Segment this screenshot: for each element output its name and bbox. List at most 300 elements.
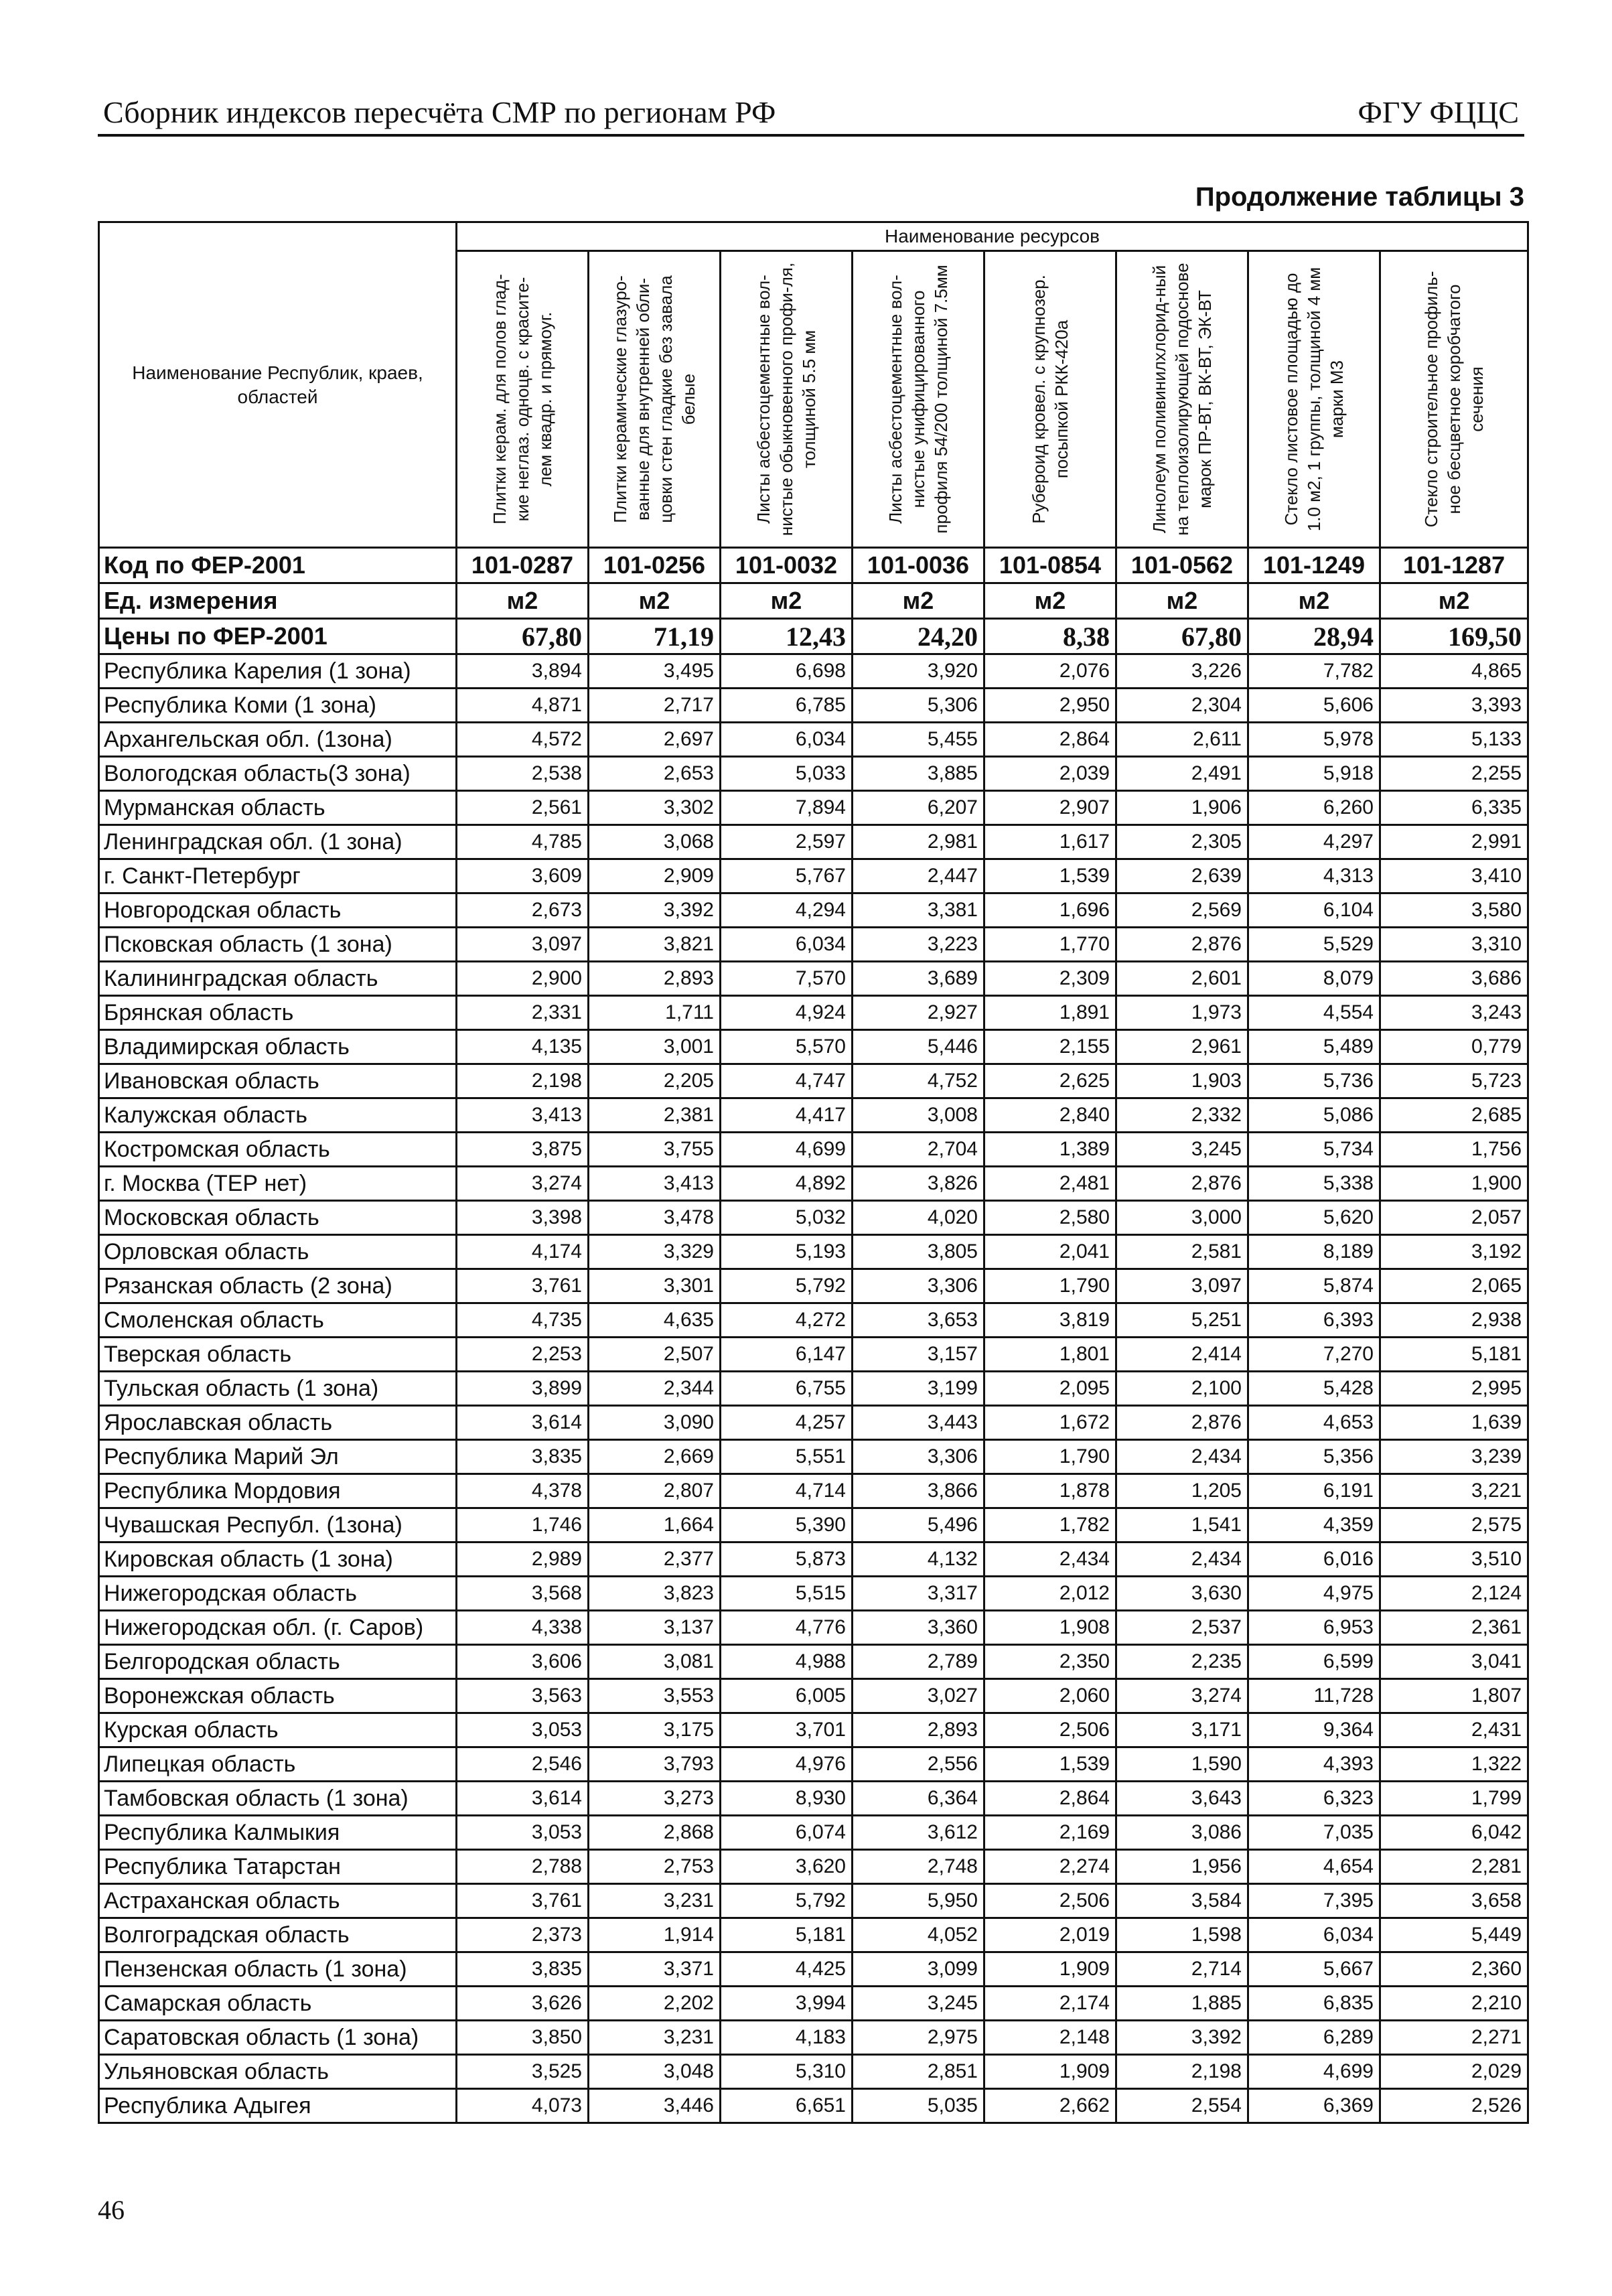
index-value: 2,864 — [984, 1782, 1116, 1816]
index-value: 3,510 — [1380, 1542, 1528, 1577]
region-name: Ярославская область — [99, 1406, 457, 1440]
code-cell: 101-0036 — [853, 548, 984, 583]
index-value: 2,381 — [589, 1098, 721, 1133]
resource-header-text: Рубероид кровел. с крупнозер. посыпкой РКК-420а — [1029, 275, 1072, 524]
index-value: 5,767 — [721, 859, 853, 893]
index-value: 3,894 — [457, 654, 589, 689]
index-value: 3,793 — [589, 1747, 721, 1782]
table-row — [99, 1235, 1528, 1269]
index-value: 3,231 — [589, 2021, 721, 2055]
index-value: 3,221 — [1380, 1474, 1528, 1508]
index-value: 2,039 — [984, 757, 1116, 791]
index-value: 1,801 — [984, 1338, 1116, 1372]
page-number: 46 — [98, 2195, 125, 2225]
table-row — [99, 1747, 1528, 1782]
table-row — [99, 1645, 1528, 1679]
table-row — [99, 1440, 1528, 1474]
index-value: 1,322 — [1380, 1747, 1528, 1782]
index-value: 4,975 — [1248, 1577, 1380, 1611]
index-value: 2,989 — [457, 1542, 589, 1577]
index-value: 1,900 — [1380, 1167, 1528, 1201]
region-name: Калужская область — [99, 1098, 457, 1133]
index-value: 4,924 — [721, 996, 853, 1030]
index-value: 5,449 — [1380, 1918, 1528, 1952]
index-value: 3,317 — [853, 1577, 984, 1611]
index-value: 2,361 — [1380, 1611, 1528, 1645]
index-value: 1,711 — [589, 996, 721, 1030]
index-value: 3,243 — [1380, 996, 1528, 1030]
index-value: 9,364 — [1248, 1713, 1380, 1747]
index-value: 2,155 — [984, 1030, 1116, 1064]
code-cell: 101-0032 — [721, 548, 853, 583]
index-value: 1,598 — [1116, 1918, 1248, 1952]
resource-header — [984, 251, 1116, 548]
region-name: Архангельская обл. (1зона) — [99, 723, 457, 757]
price-cell: 67,80 — [1116, 619, 1248, 654]
table-row — [99, 1030, 1528, 1064]
index-value: 2,060 — [984, 1679, 1116, 1713]
code-label: Код по ФЕР-2001 — [99, 548, 457, 583]
region-name: Костромская область — [99, 1133, 457, 1167]
index-value: 1,903 — [1116, 1064, 1248, 1098]
region-name: Нижегородская обл. (г. Саров) — [99, 1611, 457, 1645]
index-value: 4,378 — [457, 1474, 589, 1508]
index-value: 2,538 — [457, 757, 589, 791]
index-value: 5,978 — [1248, 723, 1380, 757]
index-value: 1,885 — [1116, 1987, 1248, 2021]
index-value: 4,714 — [721, 1474, 853, 1508]
price-cell: 24,20 — [853, 619, 984, 654]
index-value: 1,782 — [984, 1508, 1116, 1542]
index-value: 6,034 — [721, 928, 853, 962]
table-row — [99, 1269, 1528, 1303]
index-value: 3,392 — [589, 893, 721, 928]
index-value: 7,035 — [1248, 1816, 1380, 1850]
index-value: 5,734 — [1248, 1133, 1380, 1167]
index-value: 3,068 — [589, 825, 721, 859]
table-row — [99, 1816, 1528, 1850]
index-value: 3,866 — [853, 1474, 984, 1508]
region-name: Республика Татарстан — [99, 1850, 457, 1884]
region-name: Смоленская область — [99, 1303, 457, 1338]
index-value: 4,871 — [457, 689, 589, 723]
index-value: 3,306 — [853, 1269, 984, 1303]
index-value: 5,736 — [1248, 1064, 1380, 1098]
index-value: 4,892 — [721, 1167, 853, 1201]
index-value: 1,909 — [984, 1952, 1116, 1987]
index-value: 2,506 — [984, 1713, 1116, 1747]
index-value: 3,821 — [589, 928, 721, 962]
index-value: 3,410 — [1380, 859, 1528, 893]
index-value: 2,332 — [1116, 1098, 1248, 1133]
index-value: 3,301 — [589, 1269, 721, 1303]
table-row — [99, 2021, 1528, 2055]
index-value: 5,035 — [853, 2089, 984, 2123]
index-value: 4,294 — [721, 893, 853, 928]
code-cell: 101-0854 — [984, 548, 1116, 583]
index-value: 2,714 — [1116, 1952, 1248, 1987]
index-value: 1,696 — [984, 893, 1116, 928]
index-value: 5,918 — [1248, 757, 1380, 791]
index-value: 3,658 — [1380, 1884, 1528, 1918]
index-value: 2,597 — [721, 825, 853, 859]
index-value: 8,079 — [1248, 962, 1380, 996]
index-value: 3,360 — [853, 1611, 984, 1645]
table-row — [99, 723, 1528, 757]
index-value: 2,526 — [1380, 2089, 1528, 2123]
index-value: 6,260 — [1248, 791, 1380, 825]
index-value: 6,364 — [853, 1782, 984, 1816]
index-value: 2,447 — [853, 859, 984, 893]
index-value: 6,835 — [1248, 1987, 1380, 2021]
price-cell: 28,94 — [1248, 619, 1380, 654]
index-value: 4,699 — [1248, 2055, 1380, 2089]
region-name: Республика Адыгея — [99, 2089, 457, 2123]
index-value: 4,554 — [1248, 996, 1380, 1030]
region-name: Орловская область — [99, 1235, 457, 1269]
index-value: 2,481 — [984, 1167, 1116, 1201]
price-cell: 71,19 — [589, 619, 721, 654]
index-value: 6,755 — [721, 1372, 853, 1406]
index-value: 2,210 — [1380, 1987, 1528, 2021]
index-value: 2,601 — [1116, 962, 1248, 996]
index-value: 2,255 — [1380, 757, 1528, 791]
index-value: 2,581 — [1116, 1235, 1248, 1269]
region-name: г. Москва (ТЕР нет) — [99, 1167, 457, 1201]
index-value: 2,876 — [1116, 928, 1248, 962]
region-name: Республика Коми (1 зона) — [99, 689, 457, 723]
index-value: 4,359 — [1248, 1508, 1380, 1542]
table-row — [99, 928, 1528, 962]
index-value: 2,950 — [984, 689, 1116, 723]
table-row — [99, 757, 1528, 791]
index-value: 5,251 — [1116, 1303, 1248, 1338]
index-value: 5,086 — [1248, 1098, 1380, 1133]
unit-label: Ед. измерения — [99, 583, 457, 619]
index-value: 3,175 — [589, 1713, 721, 1747]
index-value: 3,805 — [853, 1235, 984, 1269]
index-table — [98, 221, 1529, 2124]
index-value: 5,193 — [721, 1235, 853, 1269]
index-value: 6,698 — [721, 654, 853, 689]
index-value: 3,381 — [853, 893, 984, 928]
region-name: Республика Мордовия — [99, 1474, 457, 1508]
resource-header-text: Стекло строительное профиль-ное бесцветное коробчатого сечения — [1421, 271, 1487, 528]
region-name-header: Наименование Республик, краев, областей — [99, 222, 457, 548]
index-value: 4,020 — [853, 1201, 984, 1235]
index-value: 4,052 — [853, 1918, 984, 1952]
region-name: Ивановская область — [99, 1064, 457, 1098]
table-row — [99, 791, 1528, 825]
table-continuation-caption: Продолжение таблицы 3 — [1195, 182, 1524, 212]
index-value: 5,310 — [721, 2055, 853, 2089]
region-name: Тверская область — [99, 1338, 457, 1372]
code-cell: 101-0562 — [1116, 548, 1248, 583]
index-value: 7,395 — [1248, 1884, 1380, 1918]
index-value: 3,239 — [1380, 1440, 1528, 1474]
index-value: 1,790 — [984, 1440, 1116, 1474]
table-row — [99, 1406, 1528, 1440]
index-value: 3,568 — [457, 1577, 589, 1611]
index-value: 4,735 — [457, 1303, 589, 1338]
index-value: 2,697 — [589, 723, 721, 757]
index-value: 3,223 — [853, 928, 984, 962]
index-value: 1,590 — [1116, 1747, 1248, 1782]
index-value: 3,626 — [457, 1987, 589, 2021]
index-value: 2,360 — [1380, 1952, 1528, 1987]
index-value: 2,271 — [1380, 2021, 1528, 2055]
index-value: 5,133 — [1380, 723, 1528, 757]
index-value: 6,147 — [721, 1338, 853, 1372]
region-name: Республика Карелия (1 зона) — [99, 654, 457, 689]
index-value: 2,788 — [457, 1850, 589, 1884]
index-value: 8,930 — [721, 1782, 853, 1816]
index-value: 3,446 — [589, 2089, 721, 2123]
index-value: 2,893 — [589, 962, 721, 996]
index-value: 3,755 — [589, 1133, 721, 1167]
index-value: 3,000 — [1116, 1201, 1248, 1235]
index-value: 5,032 — [721, 1201, 853, 1235]
index-value: 2,995 — [1380, 1372, 1528, 1406]
index-value: 5,496 — [853, 1508, 984, 1542]
index-value: 6,369 — [1248, 2089, 1380, 2123]
table-row — [99, 996, 1528, 1030]
index-value: 1,756 — [1380, 1133, 1528, 1167]
index-value: 3,097 — [1116, 1269, 1248, 1303]
index-value: 2,331 — [457, 996, 589, 1030]
index-value: 1,541 — [1116, 1508, 1248, 1542]
resource-header — [457, 251, 589, 548]
code-cell: 101-0287 — [457, 548, 589, 583]
index-value: 2,975 — [853, 2021, 984, 2055]
index-value: 3,273 — [589, 1782, 721, 1816]
index-value: 3,041 — [1380, 1645, 1528, 1679]
index-value: 3,835 — [457, 1440, 589, 1474]
index-value: 1,909 — [984, 2055, 1116, 2089]
index-value: 6,034 — [1248, 1918, 1380, 1952]
index-value: 2,041 — [984, 1235, 1116, 1269]
index-value: 5,033 — [721, 757, 853, 791]
index-value: 6,207 — [853, 791, 984, 825]
price-cell: 67,80 — [457, 619, 589, 654]
index-value: 2,235 — [1116, 1645, 1248, 1679]
index-value: 7,570 — [721, 962, 853, 996]
index-value: 2,876 — [1116, 1167, 1248, 1201]
index-value: 2,344 — [589, 1372, 721, 1406]
index-value: 3,274 — [457, 1167, 589, 1201]
index-value: 3,609 — [457, 859, 589, 893]
index-value: 5,551 — [721, 1440, 853, 1474]
price-label: Цены по ФЕР-2001 — [99, 619, 457, 654]
table-row — [99, 1133, 1528, 1167]
index-value: 3,306 — [853, 1440, 984, 1474]
table-row — [99, 1918, 1528, 1952]
unit-cell: м2 — [1380, 583, 1528, 619]
index-value: 2,789 — [853, 1645, 984, 1679]
index-value: 2,491 — [1116, 757, 1248, 791]
region-name: Липецкая область — [99, 1747, 457, 1782]
code-cell: 101-0256 — [589, 548, 721, 583]
index-value: 2,148 — [984, 2021, 1116, 2055]
region-name: Тамбовская область (1 зона) — [99, 1782, 457, 1816]
index-value: 8,189 — [1248, 1235, 1380, 1269]
index-value: 3,001 — [589, 1030, 721, 1064]
index-value: 3,643 — [1116, 1782, 1248, 1816]
index-value: 3,495 — [589, 654, 721, 689]
index-value: 4,865 — [1380, 654, 1528, 689]
index-value: 3,885 — [853, 757, 984, 791]
index-value: 3,048 — [589, 2055, 721, 2089]
index-value: 1,891 — [984, 996, 1116, 1030]
index-value: 3,701 — [721, 1713, 853, 1747]
index-value: 2,546 — [457, 1747, 589, 1782]
region-name: Мурманская область — [99, 791, 457, 825]
index-value: 3,563 — [457, 1679, 589, 1713]
resource-header — [853, 251, 984, 548]
index-value: 4,174 — [457, 1235, 589, 1269]
resource-header — [1248, 251, 1380, 548]
index-value: 6,953 — [1248, 1611, 1380, 1645]
index-value: 3,097 — [457, 928, 589, 962]
index-value: 3,899 — [457, 1372, 589, 1406]
index-value: 6,323 — [1248, 1782, 1380, 1816]
index-value: 3,413 — [589, 1167, 721, 1201]
index-value: 2,673 — [457, 893, 589, 928]
unit-cell: м2 — [1248, 583, 1380, 619]
index-value: 6,074 — [721, 1816, 853, 1850]
price-row — [99, 619, 1528, 654]
index-value: 2,704 — [853, 1133, 984, 1167]
table-row — [99, 1474, 1528, 1508]
organization-name: ФГУ ФЦЦС — [1358, 95, 1519, 129]
index-value: 3,192 — [1380, 1235, 1528, 1269]
index-value: 1,746 — [457, 1508, 589, 1542]
resource-header — [589, 251, 721, 548]
region-name: Белгородская область — [99, 1645, 457, 1679]
index-value: 3,761 — [457, 1884, 589, 1918]
index-value: 2,076 — [984, 654, 1116, 689]
index-value: 4,653 — [1248, 1406, 1380, 1440]
index-value: 2,506 — [984, 1884, 1116, 1918]
table-row — [99, 2089, 1528, 2123]
index-value: 5,338 — [1248, 1167, 1380, 1201]
index-value: 3,329 — [589, 1235, 721, 1269]
index-value: 4,297 — [1248, 825, 1380, 859]
index-value: 5,667 — [1248, 1952, 1380, 1987]
index-value: 2,685 — [1380, 1098, 1528, 1133]
index-value: 5,455 — [853, 723, 984, 757]
index-value: 3,620 — [721, 1850, 853, 1884]
table-row — [99, 1884, 1528, 1918]
index-value: 7,894 — [721, 791, 853, 825]
index-value: 6,042 — [1380, 1816, 1528, 1850]
table-row — [99, 1167, 1528, 1201]
table-row — [99, 1201, 1528, 1235]
index-value: 2,653 — [589, 757, 721, 791]
index-value: 3,274 — [1116, 1679, 1248, 1713]
unit-row — [99, 583, 1528, 619]
table-row — [99, 1611, 1528, 1645]
code-cell: 101-1249 — [1248, 548, 1380, 583]
index-value: 2,927 — [853, 996, 984, 1030]
index-value: 2,868 — [589, 1816, 721, 1850]
index-value: 2,377 — [589, 1542, 721, 1577]
resource-header-text: Листы асбестоцементные вол-нистые обыкновенного профи-ля, толщиной 5.5 мм — [753, 262, 819, 536]
index-value: 3,171 — [1116, 1713, 1248, 1747]
index-value: 3,875 — [457, 1133, 589, 1167]
index-value: 3,630 — [1116, 1577, 1248, 1611]
index-value: 4,425 — [721, 1952, 853, 1987]
index-value: 3,612 — [853, 1816, 984, 1850]
price-cell: 169,50 — [1380, 619, 1528, 654]
table-row — [99, 1850, 1528, 1884]
table-row — [99, 893, 1528, 928]
index-value: 2,625 — [984, 1064, 1116, 1098]
index-value: 4,699 — [721, 1133, 853, 1167]
index-value: 5,874 — [1248, 1269, 1380, 1303]
index-value: 1,973 — [1116, 996, 1248, 1030]
index-value: 2,434 — [1116, 1440, 1248, 1474]
index-value: 2,065 — [1380, 1269, 1528, 1303]
index-value: 4,417 — [721, 1098, 853, 1133]
region-name: Пензенская область (1 зона) — [99, 1952, 457, 1987]
index-value: 6,599 — [1248, 1645, 1380, 1679]
index-value: 5,792 — [721, 1884, 853, 1918]
index-value: 2,851 — [853, 2055, 984, 2089]
index-value: 6,785 — [721, 689, 853, 723]
table-row — [99, 1679, 1528, 1713]
unit-cell: м2 — [457, 583, 589, 619]
region-name: Нижегородская область — [99, 1577, 457, 1611]
index-value: 3,137 — [589, 1611, 721, 1645]
region-name: Ульяновская область — [99, 2055, 457, 2089]
index-value: 3,614 — [457, 1406, 589, 1440]
index-value: 2,057 — [1380, 1201, 1528, 1235]
region-name: Брянская область — [99, 996, 457, 1030]
table-row — [99, 825, 1528, 859]
index-value: 3,606 — [457, 1645, 589, 1679]
index-value: 2,554 — [1116, 2089, 1248, 2123]
code-row — [99, 548, 1528, 583]
index-value: 5,873 — [721, 1542, 853, 1577]
resource-header-text: Стекло листовое площадью до 1.0 м2, 1 группы, толщиной 4 мм марки М3 — [1281, 267, 1347, 532]
index-value: 1,807 — [1380, 1679, 1528, 1713]
index-value: 3,443 — [853, 1406, 984, 1440]
unit-cell: м2 — [984, 583, 1116, 619]
table-row — [99, 962, 1528, 996]
index-value: 3,226 — [1116, 654, 1248, 689]
region-name: Чувашская Республ. (1зона) — [99, 1508, 457, 1542]
index-value: 3,686 — [1380, 962, 1528, 996]
index-value: 4,135 — [457, 1030, 589, 1064]
index-value: 4,393 — [1248, 1747, 1380, 1782]
region-name: г. Санкт-Петербург — [99, 859, 457, 893]
index-value: 2,274 — [984, 1850, 1116, 1884]
table-row — [99, 2055, 1528, 2089]
index-value: 2,414 — [1116, 1338, 1248, 1372]
index-value: 4,272 — [721, 1303, 853, 1338]
index-value: 3,086 — [1116, 1816, 1248, 1850]
index-value: 4,338 — [457, 1611, 589, 1645]
region-name: Рязанская область (2 зона) — [99, 1269, 457, 1303]
index-value: 3,398 — [457, 1201, 589, 1235]
index-value: 1,205 — [1116, 1474, 1248, 1508]
index-value: 3,371 — [589, 1952, 721, 1987]
table-row — [99, 1713, 1528, 1747]
index-value: 5,950 — [853, 1884, 984, 1918]
resource-header — [1380, 251, 1528, 548]
index-value: 2,281 — [1380, 1850, 1528, 1884]
